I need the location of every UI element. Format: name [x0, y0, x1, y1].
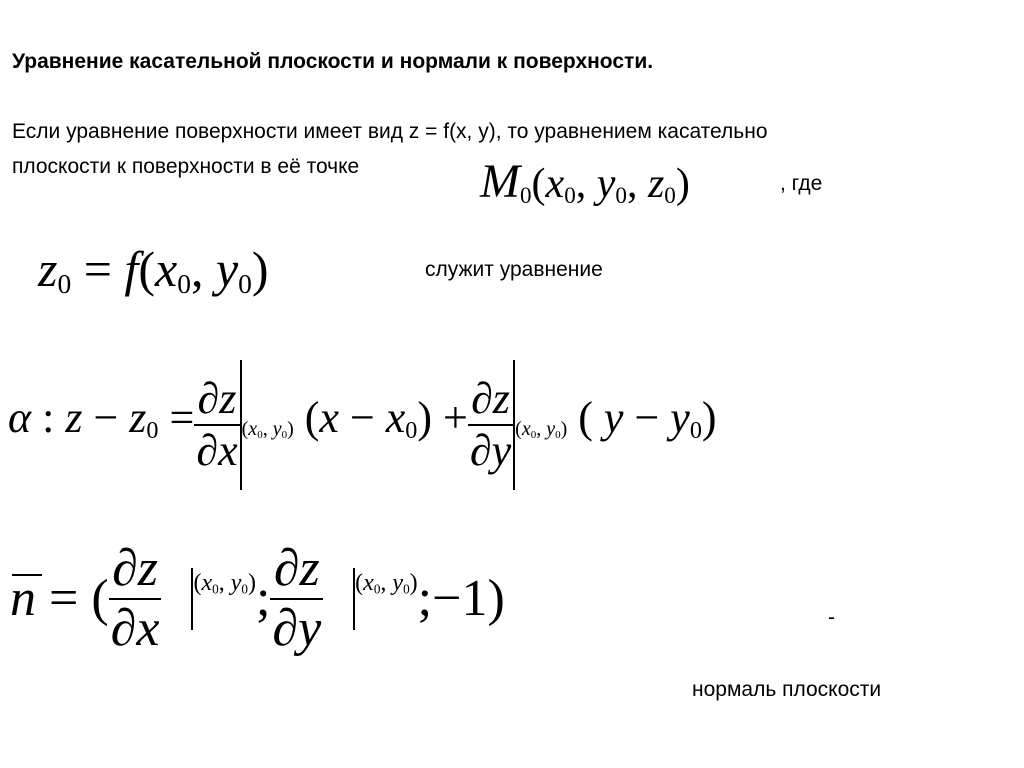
z0-definition-formula: $z_0 = f(x_0$, $y_0$)	[38, 241, 269, 299]
slide-title: Уравнение касательной плоскости и нормали к поверхности.	[12, 50, 654, 73]
normal-label: нормаль плоскости	[692, 678, 882, 701]
normal-vector-formula: n = ( $\frac{\partial z}{\partial x}$ ($x_0$, $y_0$); $\frac{\partial z}{\partial y}$ ($x_0$, $y_0);-1$)	[10, 540, 505, 657]
point-formula: $M_0(x_0$, $y_0$, $z_0$)	[480, 155, 690, 208]
dash-label: -	[828, 606, 835, 629]
where-label: , где	[780, 172, 823, 195]
tangent-plane-formula: α : $z - z_0$ = $\frac{\partial z}{\partial x}$ ($x_0$, $y_0$) $(x - x_0)$ + $\frac{\partial z}{\partial y}$ ($x_0$, $y_0$) ( $y - y_0$)	[8, 360, 717, 490]
intro-line-1: Если уравнение поверхности имеет вид z = f(x, y), то уравнением касательно	[12, 120, 768, 143]
intro-line-2: плоскости к поверхности в её точке	[12, 155, 360, 178]
serves-label: служит уравнение	[425, 258, 603, 281]
